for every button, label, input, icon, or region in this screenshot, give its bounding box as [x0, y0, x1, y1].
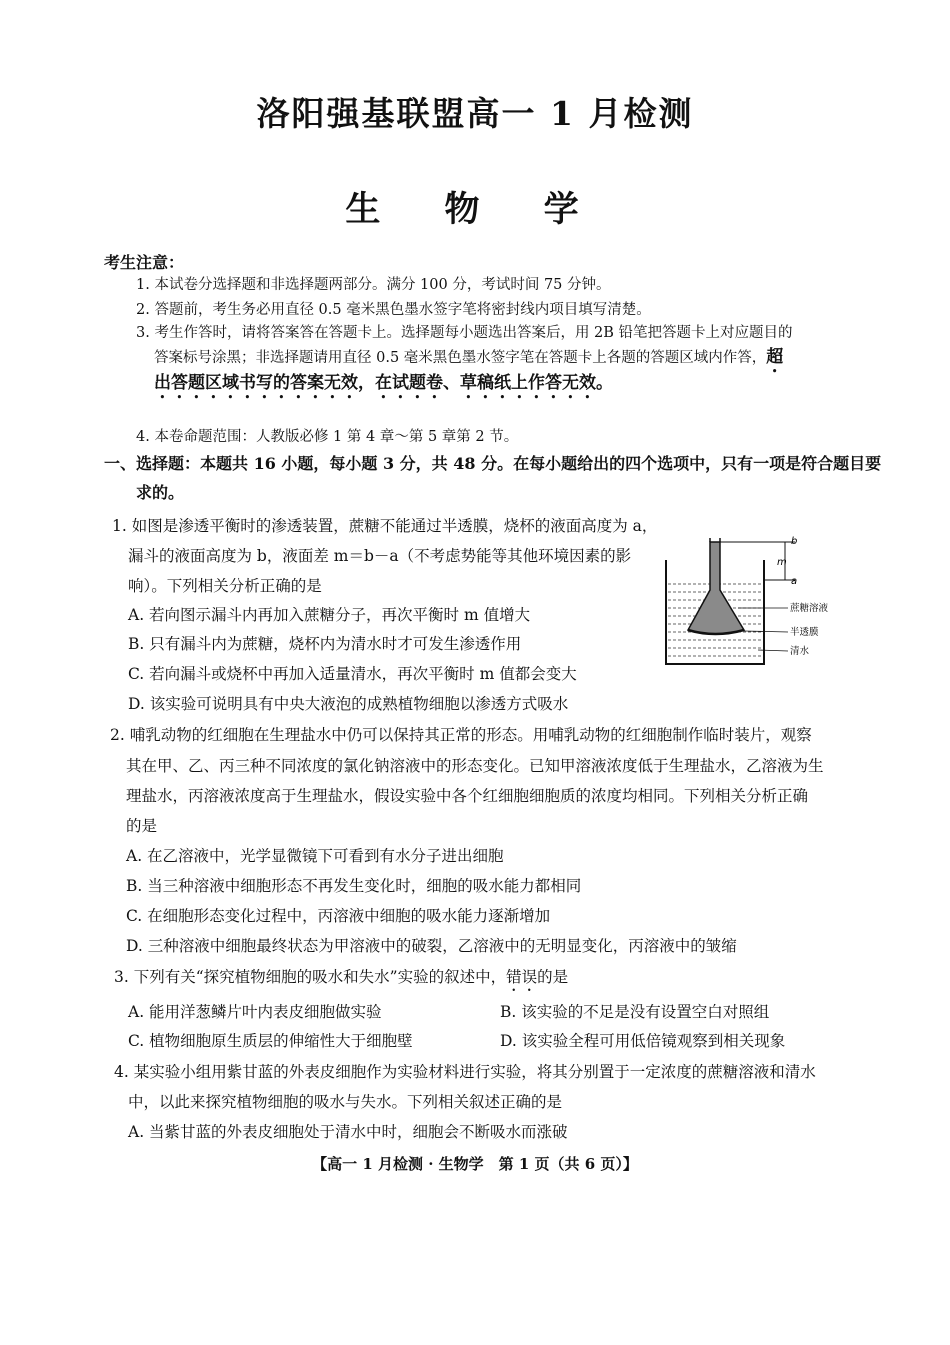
q1-stem-line: 响）。下列相关分析正确的是 [128, 577, 322, 595]
q3-stem-post: 的是 [537, 968, 569, 986]
funnel [688, 542, 744, 634]
notice-item-4: 4. 本卷命题范围：人教版必修 1 第 4 章～第 5 章第 2 节。 [136, 429, 519, 445]
notice-item-3-line2: 答案标号涂黑；非选择题请用直径 0.5 毫米黑色墨水签字笔在答题卡上各题的答题区域内作答， [154, 350, 767, 366]
exam-title: 洛阳强基联盟高一 1 月检测 [256, 94, 694, 133]
q2-option-a: A. 在乙溶液中，光学显微镜下可看到有水分子进出细胞 [126, 847, 504, 865]
q3-option-c: C. 植物细胞原生质层的伸缩性大于细胞壁 [128, 1032, 413, 1050]
notice-emphasis-start: 超 [766, 347, 784, 367]
notice-emphasis: 出答题区域书写的答案无效，在试题卷、草稿纸上作答无效。 [154, 373, 613, 393]
q3-option-b: B. 该实验的不足是没有设置空白对照组 [500, 1003, 770, 1021]
q2-stem-line: 2. 哺乳动物的红细胞在生理盐水中仍可以保持其正常的形态。用哺乳动物的红细胞制作临时装片，观察 [110, 726, 812, 744]
q1-option-d: D. 该实验可说明具有中央大液泡的成熟植物细胞以渗透方式吸水 [128, 695, 569, 713]
q3-stem-emphasis: 错误 [506, 968, 538, 986]
q4-stem-line: 4. 某实验小组用紫甘蓝的外表皮细胞作为实验材料进行实验，将其分别置于一定浓度的蔗糖溶液和清水 [114, 1063, 816, 1081]
page-footer: 【高一 1 月检测 · 生物学 第 1 页（共 6 页）】 [312, 1155, 638, 1173]
q1-stem-line: 1. 如图是渗透平衡时的渗透装置，蔗糖不能通过半透膜，烧杯的液面高度为 a， [112, 517, 658, 535]
label-sucrose: 蔗糖溶液 [790, 603, 829, 614]
label-a: a [791, 576, 798, 587]
notice-item-3: 3. 考生作答时，请将答案答在答题卡上。选择题每小题选出答案后，用 2B 铅笔把答题卡上对应题目的 [136, 325, 793, 341]
q2-stem-line: 理盐水，丙溶液浓度高于生理盐水，假设实验中各个红细胞细胞质的浓度均相同。下列相关分析正确 [126, 787, 809, 805]
q1-stem-line: 漏斗的液面高度为 b，液面差 m＝b－a（不考虑势能等其他环境因素的影 [128, 547, 632, 565]
osmosis-diagram [660, 520, 860, 670]
q2-option-d: D. 三种溶液中细胞最终状态为甲溶液中的破裂，乙溶液中的无明显变化，丙溶液中的皱缩 [126, 937, 737, 955]
q4-option-a: A. 当紫甘蓝的外表皮细胞处于清水中时，细胞会不断吸水而涨破 [128, 1123, 568, 1141]
label-b: b [791, 536, 798, 547]
q4-stem-line: 中，以此来探究植物细胞的吸水与失水。下列相关叙述正确的是 [128, 1093, 563, 1111]
q1-option-b: B. 只有漏斗内为蔗糖，烧杯内为清水时才可发生渗透作用 [128, 635, 522, 653]
notice-item-2: 2. 答题前，考生务必用直径 0.5 毫米黑色墨水签字笔将密封线内项目填写清楚。 [136, 302, 651, 318]
section-heading: 一、选择题：本题共 16 小题，每小题 3 分，共 48 分。在每小题给出的四个选项中，只有一项是符合题目要 [104, 454, 882, 473]
q3-option-d: D. 该实验全程可用低倍镜观察到相关现象 [500, 1032, 786, 1050]
notice-item-1: 1. 本试卷分选择题和非选择题两部分。满分 100 分，考试时间 75 分钟。 [136, 277, 611, 293]
label-membrane: 半透膜 [790, 627, 819, 638]
q3-option-a: A. 能用洋葱鳞片叶内表皮细胞做实验 [128, 1003, 382, 1021]
q2-stem-line: 其在甲、乙、丙三种不同浓度的氯化钠溶液中的形态变化。已知甲溶液浓度低于生理盐水，乙溶液为生 [126, 757, 824, 775]
q3-stem-pre: 3. 下列有关“探究植物细胞的吸水和失水”实验的叙述中， [114, 968, 507, 986]
q2-stem-line: 的是 [126, 817, 158, 835]
q3-stem [114, 966, 568, 995]
subject-title: 生 物 学 [345, 189, 605, 230]
q1-option-a: A. 若向图示漏斗内再加入蔗糖分子，再次平衡时 m 值增大 [128, 606, 531, 624]
q2-option-c: C. 在细胞形态变化过程中，丙溶液中细胞的吸水能力逐渐增加 [126, 907, 551, 925]
label-water: 清水 [790, 646, 810, 657]
q2-option-b: B. 当三种溶液中细胞形态不再发生变化时，细胞的吸水能力都相同 [126, 877, 582, 895]
notice-heading: 考生注意： [104, 253, 185, 272]
label-m: m [777, 557, 787, 568]
section-heading-cont: 求的。 [136, 483, 185, 502]
q1-option-c: C. 若向漏斗或烧杯中再加入适量清水，再次平衡时 m 值都会变大 [128, 665, 577, 683]
